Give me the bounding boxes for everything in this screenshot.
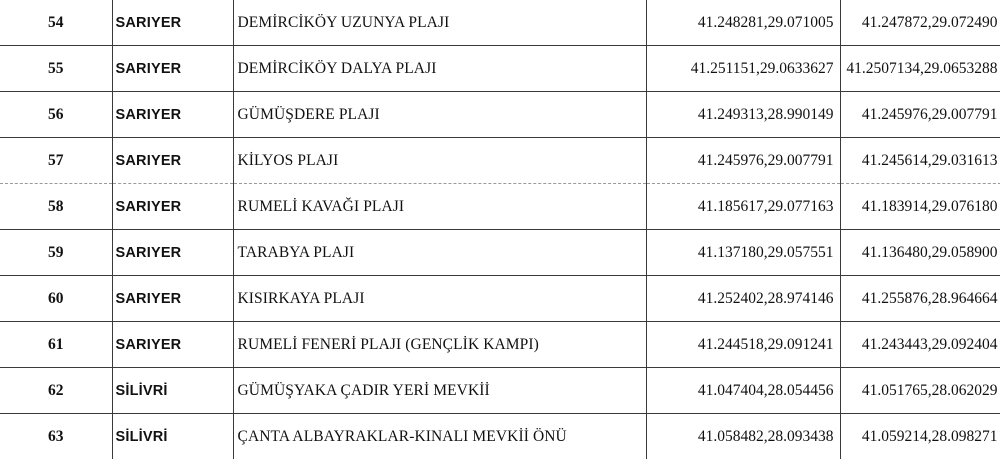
- table-row: [0, 138, 1000, 184]
- table-row: [0, 184, 1000, 230]
- start-coordinate-cell: 41.245976,29.007791: [646, 138, 840, 184]
- end-coordinate-cell: 41.245976,29.007791: [840, 92, 1000, 138]
- row-number: 59: [0, 230, 112, 276]
- row-number: 62: [0, 368, 112, 414]
- table-row: [0, 322, 1000, 368]
- start-coordinate-cell: 41.185617,29.077163: [646, 184, 840, 230]
- district-cell: SİLİVRİ: [112, 368, 233, 414]
- start-coordinate-cell: 41.251151,29.0633627: [646, 46, 840, 92]
- end-coordinate-cell: 41.247872,29.072490: [840, 0, 1000, 46]
- table-row: [0, 368, 1000, 414]
- start-coordinate-cell: 41.047404,28.054456: [646, 368, 840, 414]
- district-cell: SİLİVRİ: [112, 414, 233, 459]
- table-row: [0, 0, 1000, 46]
- end-coordinate-cell: 41.243443,29.092404: [840, 322, 1000, 368]
- table-row: [0, 92, 1000, 138]
- table-row: [0, 230, 1000, 276]
- beach-name-cell: GÜMÜŞDERE PLAJI: [233, 92, 646, 138]
- beach-name-cell: RUMELİ FENERİ PLAJI (GENÇLİK KAMPI): [233, 322, 646, 368]
- beach-name-cell: KISIRKAYA PLAJI: [233, 276, 646, 322]
- row-number: 61: [0, 322, 112, 368]
- row-number: 55: [0, 46, 112, 92]
- row-number: 63: [0, 414, 112, 459]
- end-coordinate-cell: 41.059214,28.098271: [840, 414, 1000, 459]
- beach-name-cell: RUMELİ KAVAĞI PLAJI: [233, 184, 646, 230]
- beach-name-cell: GÜMÜŞYAKA ÇADIR YERİ MEVKİİ: [233, 368, 646, 414]
- end-coordinate-cell: 41.183914,29.076180: [840, 184, 1000, 230]
- start-coordinate-cell: 41.252402,28.974146: [646, 276, 840, 322]
- start-coordinate-cell: 41.244518,29.091241: [646, 322, 840, 368]
- district-cell: SARIYER: [112, 230, 233, 276]
- district-cell: SARIYER: [112, 0, 233, 46]
- start-coordinate-cell: 41.248281,29.071005: [646, 0, 840, 46]
- district-cell: SARIYER: [112, 322, 233, 368]
- district-cell: SARIYER: [112, 46, 233, 92]
- table-row: [0, 276, 1000, 322]
- table-row: [0, 414, 1000, 459]
- start-coordinate-cell: 41.058482,28.093438: [646, 414, 840, 459]
- row-number: 60: [0, 276, 112, 322]
- row-number: 58: [0, 184, 112, 230]
- district-cell: SARIYER: [112, 276, 233, 322]
- beach-name-cell: DEMİRCİKÖY UZUNYA PLAJI: [233, 0, 646, 46]
- start-coordinate-cell: 41.249313,28.990149: [646, 92, 840, 138]
- row-number: 54: [0, 0, 112, 46]
- end-coordinate-cell: 41.2507134,29.0653288: [840, 46, 1000, 92]
- end-coordinate-cell: 41.051765,28.062029: [840, 368, 1000, 414]
- district-cell: SARIYER: [112, 184, 233, 230]
- district-cell: SARIYER: [112, 92, 233, 138]
- end-coordinate-cell: 41.255876,28.964664: [840, 276, 1000, 322]
- end-coordinate-cell: 41.136480,29.058900: [840, 230, 1000, 276]
- district-cell: SARIYER: [112, 138, 233, 184]
- beach-name-cell: TARABYA PLAJI: [233, 230, 646, 276]
- beach-name-cell: KİLYOS PLAJI: [233, 138, 646, 184]
- end-coordinate-cell: 41.245614,29.031613: [840, 138, 1000, 184]
- beach-name-cell: DEMİRCİKÖY DALYA PLAJI: [233, 46, 646, 92]
- beach-name-cell: ÇANTA ALBAYRAKLAR-KINALI MEVKİİ ÖNÜ: [233, 414, 646, 459]
- table-row: [0, 46, 1000, 92]
- start-coordinate-cell: 41.137180,29.057551: [646, 230, 840, 276]
- row-number: 56: [0, 92, 112, 138]
- row-number: 57: [0, 138, 112, 184]
